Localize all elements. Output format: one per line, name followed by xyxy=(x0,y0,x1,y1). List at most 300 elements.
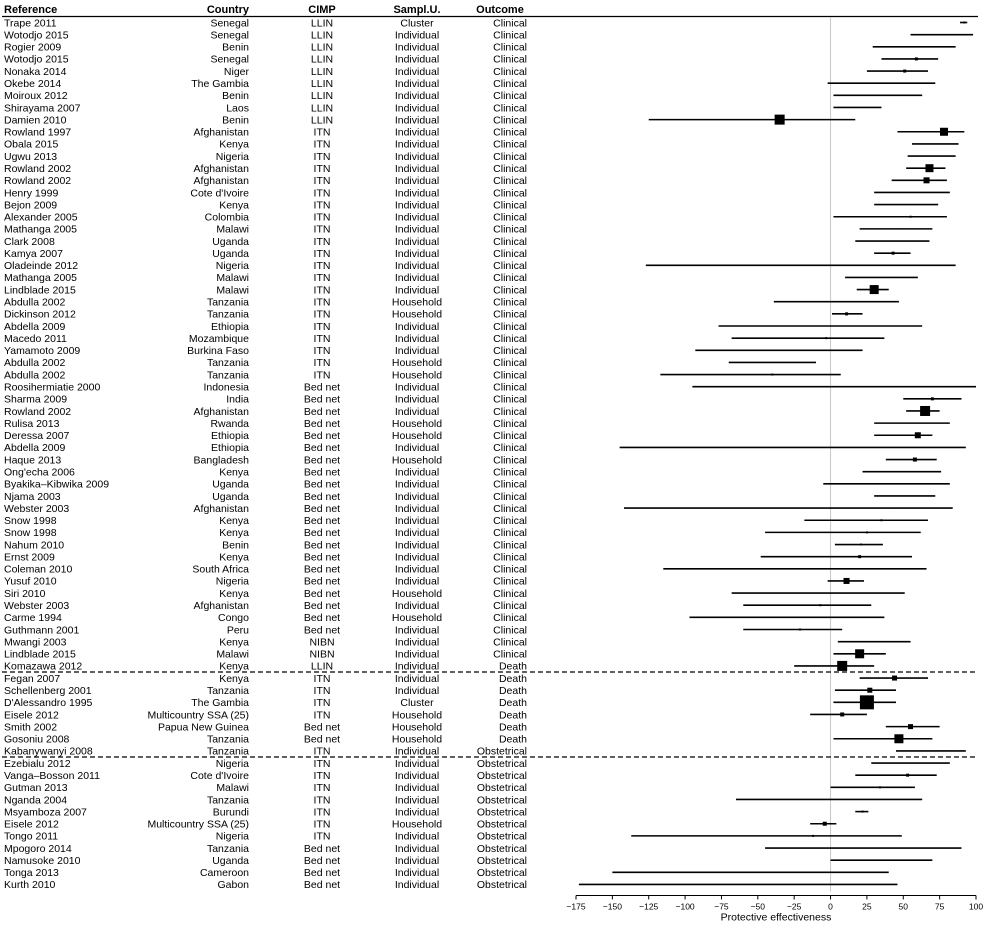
row-outcome: Death xyxy=(498,721,527,734)
row-outcome: Clinical xyxy=(493,515,527,528)
row-country: Nigeria xyxy=(215,260,249,273)
row-country: Tanzania xyxy=(206,794,249,807)
row-sampling-unit: Individual xyxy=(394,272,440,285)
effect-estimate xyxy=(920,406,930,416)
row-country: Kenya xyxy=(219,636,249,649)
row-reference: Rulisa 2013 xyxy=(4,417,60,430)
row-outcome: Clinical xyxy=(493,17,527,30)
row-sampling-unit: Household xyxy=(391,417,443,430)
row-reference: Eisele 2012 xyxy=(4,818,59,831)
effect-estimate xyxy=(913,204,914,205)
row-reference: Guthmann 2001 xyxy=(4,624,80,637)
row-sampling-unit: Household xyxy=(391,612,443,625)
row-country: Cote d'Ivoire xyxy=(190,769,249,782)
row-reference: Alexander 2005 xyxy=(4,211,78,224)
effect-estimate xyxy=(825,337,827,339)
effect-estimate xyxy=(860,544,862,546)
row-country: Cameroon xyxy=(199,867,249,880)
row-sampling-unit: Household xyxy=(391,721,443,734)
row-country: Congo xyxy=(218,612,249,625)
effect-estimate xyxy=(858,555,861,558)
x-tick-label: 25 xyxy=(862,901,872,912)
row-reference: Sharma 2009 xyxy=(4,393,68,406)
row-cimp: ITN xyxy=(313,685,331,697)
row-cimp: Bed net xyxy=(303,587,341,600)
row-reference: Henry 1999 xyxy=(4,187,59,200)
row-cimp: Bed net xyxy=(303,563,341,576)
row-country: Tanzania xyxy=(206,296,249,309)
row-cimp: Bed net xyxy=(303,405,341,418)
row-cimp: Bed net xyxy=(303,515,341,528)
row-country: Tanzania xyxy=(206,733,249,746)
effect-estimate xyxy=(862,811,864,813)
row-sampling-unit: Individual xyxy=(394,648,440,661)
row-country: Uganda xyxy=(212,247,249,260)
row-country: Afghanistan xyxy=(193,162,249,175)
row-country: Benin xyxy=(222,114,249,127)
row-sampling-unit: Individual xyxy=(394,782,440,795)
row-reference: Komazawa 2012 xyxy=(4,660,83,673)
row-sampling-unit: Individual xyxy=(394,199,440,212)
row-country: Peru xyxy=(226,624,249,637)
row-outcome: Clinical xyxy=(493,308,527,321)
row-outcome: Clinical xyxy=(493,272,527,285)
x-tick-label: 100 xyxy=(968,901,984,912)
row-sampling-unit: Individual xyxy=(394,405,440,418)
effect-estimate xyxy=(931,397,934,400)
row-sampling-unit: Individual xyxy=(394,284,440,297)
row-sampling-unit: Individual xyxy=(394,211,440,224)
row-outcome: Clinical xyxy=(493,600,527,613)
row-outcome: Obstetrical xyxy=(476,769,527,782)
effect-estimate xyxy=(775,115,785,125)
row-reference: Rowland 1997 xyxy=(4,126,72,139)
row-cimp: LLIN xyxy=(310,41,334,54)
row-country: Nigeria xyxy=(215,830,249,843)
row-country: Senegal xyxy=(210,53,249,66)
row-cimp: LLIN xyxy=(310,90,334,103)
row-reference: Tonga 2013 xyxy=(4,867,59,880)
row-reference: Rowland 2002 xyxy=(4,162,72,175)
row-country: Nigeria xyxy=(215,757,249,770)
row-country: Bangladesh xyxy=(193,454,249,467)
row-sampling-unit: Individual xyxy=(394,332,440,345)
row-country: Uganda xyxy=(212,854,249,867)
row-country: Tanzania xyxy=(206,357,249,370)
effect-estimate xyxy=(910,471,911,472)
row-sampling-unit: Individual xyxy=(394,126,440,139)
row-reference: Rogier 2009 xyxy=(4,41,62,54)
effect-estimate xyxy=(924,177,930,183)
row-sampling-unit: Household xyxy=(391,308,443,321)
row-cimp: Bed net xyxy=(303,721,341,734)
row-cimp: Bed net xyxy=(303,624,341,637)
row-country: Rwanda xyxy=(210,417,249,430)
row-country: Benin xyxy=(222,41,249,54)
row-country: Senegal xyxy=(210,29,249,42)
effect-estimate xyxy=(860,695,874,709)
row-outcome: Clinical xyxy=(493,187,527,200)
row-cimp: ITN xyxy=(313,138,331,151)
row-cimp: ITN xyxy=(313,284,331,297)
effect-estimate xyxy=(903,483,904,484)
row-cimp: Bed net xyxy=(303,551,341,564)
row-outcome: Clinical xyxy=(493,466,527,479)
row-outcome: Clinical xyxy=(493,357,527,370)
x-tick-label: −175 xyxy=(566,901,586,912)
row-sampling-unit: Individual xyxy=(394,260,440,273)
row-country: Multicountry SSA (25) xyxy=(147,818,249,831)
row-cimp: Bed net xyxy=(303,478,341,491)
row-cimp: Bed net xyxy=(303,454,341,467)
row-country: Cote d'Ivoire xyxy=(190,187,249,200)
row-reference: Abdella 2009 xyxy=(4,320,66,333)
row-country: Multicountry SSA (25) xyxy=(147,709,249,722)
row-sampling-unit: Individual xyxy=(394,551,440,564)
row-reference: Abdulla 2002 xyxy=(4,296,66,309)
row-country: Gabon xyxy=(217,879,249,892)
row-country: Ethiopia xyxy=(211,320,249,333)
row-country: Papua New Guinea xyxy=(157,721,249,734)
effect-estimate xyxy=(850,301,851,302)
effect-estimate xyxy=(901,241,902,242)
row-country: Tanzania xyxy=(206,308,249,321)
row-cimp: Bed net xyxy=(303,490,341,503)
row-sampling-unit: Individual xyxy=(394,90,440,103)
row-outcome: Clinical xyxy=(493,551,527,564)
effect-estimate xyxy=(922,423,923,424)
row-outcome: Death xyxy=(498,672,527,685)
row-country: Mozambique xyxy=(188,332,249,345)
row-outcome: Clinical xyxy=(493,29,527,42)
row-cimp: ITN xyxy=(313,260,331,273)
effect-estimate xyxy=(840,712,844,716)
row-sampling-unit: Individual xyxy=(394,636,440,649)
column-header-reference: Reference xyxy=(4,4,58,16)
row-reference: Nahum 2010 xyxy=(4,539,65,552)
row-cimp: ITN xyxy=(313,235,331,248)
row-cimp: ITN xyxy=(313,199,331,212)
row-reference: Siri 2010 xyxy=(4,587,46,600)
row-reference: Nganda 2004 xyxy=(4,794,68,807)
row-reference: Haque 2013 xyxy=(4,454,62,467)
effect-estimate xyxy=(844,578,850,584)
row-outcome: Clinical xyxy=(493,539,527,552)
row-reference: Gutman 2013 xyxy=(4,782,68,795)
row-sampling-unit: Individual xyxy=(394,78,440,90)
row-reference: Mwangi 2003 xyxy=(4,636,67,649)
row-country: Kenya xyxy=(219,672,249,685)
effect-estimate xyxy=(855,649,864,658)
row-sampling-unit: Individual xyxy=(394,794,440,807)
row-cimp: ITN xyxy=(313,769,331,782)
row-reference: Nonaka 2014 xyxy=(4,65,67,78)
row-cimp: ITN xyxy=(313,175,331,188)
row-sampling-unit: Individual xyxy=(394,867,440,880)
effect-estimate xyxy=(867,688,872,693)
effect-estimate xyxy=(963,22,965,24)
row-country: Kenya xyxy=(219,515,249,528)
row-outcome: Clinical xyxy=(493,575,527,588)
row-outcome: Clinical xyxy=(493,417,527,430)
row-outcome: Clinical xyxy=(493,247,527,260)
row-sampling-unit: Individual xyxy=(394,490,440,503)
row-country: Tanzania xyxy=(206,842,249,855)
effect-estimate xyxy=(892,676,897,681)
row-sampling-unit: Individual xyxy=(394,527,440,540)
row-sampling-unit: Individual xyxy=(394,745,440,758)
row-cimp: Bed net xyxy=(303,442,341,455)
row-sampling-unit: Individual xyxy=(394,187,440,200)
row-cimp: ITN xyxy=(313,709,331,722)
row-reference: Msyamboza 2007 xyxy=(4,806,87,819)
row-sampling-unit: Household xyxy=(391,430,443,443)
row-country: Uganda xyxy=(212,478,249,491)
row-outcome: Death xyxy=(498,697,527,710)
row-country: India xyxy=(226,393,249,406)
row-outcome: Clinical xyxy=(493,41,527,54)
effect-estimate xyxy=(843,593,844,594)
effect-estimate xyxy=(903,70,906,73)
effect-estimate xyxy=(881,641,882,642)
row-reference: Lindblade 2015 xyxy=(4,648,76,661)
row-sampling-unit: Individual xyxy=(394,600,440,613)
effect-estimate xyxy=(920,192,921,193)
row-cimp: ITN xyxy=(313,345,331,358)
row-country: Afghanistan xyxy=(193,175,249,188)
row-outcome: Clinical xyxy=(493,381,527,394)
row-sampling-unit: Individual xyxy=(394,466,440,479)
effect-estimate xyxy=(830,872,831,873)
row-sampling-unit: Individual xyxy=(394,223,440,236)
row-country: Tanzania xyxy=(206,369,249,382)
row-outcome: Clinical xyxy=(493,636,527,649)
row-country: Kenya xyxy=(219,551,249,564)
row-sampling-unit: Individual xyxy=(394,769,440,782)
effect-estimate xyxy=(906,774,909,777)
row-sampling-unit: Individual xyxy=(394,478,440,491)
row-reference: Byakika–Kibwika 2009 xyxy=(4,478,110,491)
row-cimp: ITN xyxy=(313,296,331,309)
row-outcome: Clinical xyxy=(493,126,527,139)
row-sampling-unit: Individual xyxy=(394,660,440,673)
row-cimp: ITN xyxy=(313,369,331,382)
row-reference: Webster 2003 xyxy=(4,502,70,515)
row-sampling-unit: Individual xyxy=(394,575,440,588)
x-tick-label: −150 xyxy=(602,901,622,912)
row-cimp: LLIN xyxy=(310,65,334,78)
row-cimp: LLIN xyxy=(310,114,334,127)
row-cimp: ITN xyxy=(313,162,331,175)
row-outcome: Obstetrical xyxy=(476,879,527,892)
row-outcome: Obstetrical xyxy=(476,830,527,843)
row-sampling-unit: Individual xyxy=(394,150,440,163)
row-sampling-unit: Household xyxy=(391,709,443,722)
row-outcome: Obstetrical xyxy=(476,782,527,795)
row-reference: Ernst 2009 xyxy=(4,551,55,564)
row-sampling-unit: Individual xyxy=(394,879,440,892)
row-sampling-unit: Household xyxy=(391,818,443,831)
effect-estimate xyxy=(944,34,945,35)
row-sampling-unit: Cluster xyxy=(400,17,434,30)
row-outcome: Clinical xyxy=(493,490,527,503)
row-country: Kenya xyxy=(219,466,249,479)
x-tick-label: −75 xyxy=(714,901,729,912)
row-cimp: LLIN xyxy=(310,17,334,30)
row-cimp: ITN xyxy=(313,320,331,333)
row-sampling-unit: Individual xyxy=(394,114,440,127)
row-outcome: Obstetrical xyxy=(476,794,527,807)
row-reference: Ong'echa 2006 xyxy=(4,466,75,479)
row-country: Burkina Faso xyxy=(187,345,249,358)
effect-estimate xyxy=(880,519,882,521)
row-country: Malawi xyxy=(216,223,249,236)
row-cimp: ITN xyxy=(313,272,331,285)
row-cimp: Bed net xyxy=(303,527,341,540)
row-cimp: ITN xyxy=(313,818,331,831)
row-reference: D'Alessandro 1995 xyxy=(4,697,93,710)
row-sampling-unit: Individual xyxy=(394,830,440,843)
row-cimp: Bed net xyxy=(303,612,341,625)
row-sampling-unit: Individual xyxy=(394,65,440,78)
row-outcome: Obstetrical xyxy=(476,757,527,770)
row-reference: Gosoniu 2008 xyxy=(4,733,70,746)
row-country: Malawi xyxy=(216,284,249,297)
row-outcome: Clinical xyxy=(493,260,527,273)
row-country: Afghanistan xyxy=(193,405,249,418)
row-cimp: ITN xyxy=(313,187,331,200)
row-country: Tanzania xyxy=(206,685,249,697)
row-country: South Africa xyxy=(192,563,249,576)
row-cimp: Bed net xyxy=(303,842,341,855)
row-sampling-unit: Individual xyxy=(394,41,440,54)
row-outcome: Clinical xyxy=(493,90,527,103)
row-outcome: Clinical xyxy=(493,211,527,224)
effect-estimate xyxy=(870,285,879,294)
row-country: Nigeria xyxy=(215,150,249,163)
row-cimp: ITN xyxy=(313,806,331,819)
row-reference: Tongo 2011 xyxy=(4,830,59,843)
row-country: Afghanistan xyxy=(193,502,249,515)
row-reference: Ezebialu 2012 xyxy=(4,757,71,770)
row-reference: Okebe 2014 xyxy=(4,78,62,90)
row-outcome: Clinical xyxy=(493,175,527,188)
effect-estimate xyxy=(799,629,801,631)
row-cimp: Bed net xyxy=(303,417,341,430)
row-country: Uganda xyxy=(212,235,249,248)
row-outcome: Clinical xyxy=(493,332,527,345)
effect-estimate xyxy=(852,568,853,569)
row-sampling-unit: Household xyxy=(391,369,443,382)
row-reference: Yamamoto 2009 xyxy=(4,345,81,358)
row-reference: Mathanga 2005 xyxy=(4,272,77,285)
row-reference: Shirayama 2007 xyxy=(4,102,81,115)
row-reference: Kabanywanyi 2008 xyxy=(4,745,93,758)
row-sampling-unit: Individual xyxy=(394,235,440,248)
effect-estimate xyxy=(772,362,773,363)
row-outcome: Clinical xyxy=(493,284,527,297)
row-sampling-unit: Individual xyxy=(394,162,440,175)
row-cimp: Bed net xyxy=(303,854,341,867)
row-reference: Snow 1998 xyxy=(4,527,57,540)
row-outcome: Clinical xyxy=(493,162,527,175)
row-sampling-unit: Individual xyxy=(394,757,440,770)
row-sampling-unit: Household xyxy=(391,357,443,370)
row-cimp: LLIN xyxy=(310,53,334,66)
row-sampling-unit: Individual xyxy=(394,175,440,188)
row-cimp: LLIN xyxy=(310,78,334,90)
row-country: Kenya xyxy=(219,527,249,540)
effect-estimate xyxy=(859,107,860,108)
row-cimp: ITN xyxy=(313,757,331,770)
row-country: Kenya xyxy=(219,138,249,151)
row-reference: Roosihermiatie 2000 xyxy=(4,381,101,394)
x-axis-title: Protective effectiveness xyxy=(720,911,832,924)
effect-estimate xyxy=(772,884,773,885)
row-reference: Vanga–Bosson 2011 xyxy=(4,769,100,782)
row-sampling-unit: Individual xyxy=(394,138,440,151)
row-reference: Wotodjo 2015 xyxy=(4,53,69,66)
row-sampling-unit: Individual xyxy=(394,320,440,333)
effect-estimate xyxy=(880,95,881,96)
row-cimp: Bed net xyxy=(303,867,341,880)
row-sampling-unit: Individual xyxy=(394,502,440,515)
column-header-outcome: Outcome xyxy=(476,4,524,16)
effect-estimate xyxy=(894,734,903,743)
row-sampling-unit: Household xyxy=(391,587,443,600)
row-reference: Damien 2010 xyxy=(4,114,67,127)
row-country: Afghanistan xyxy=(193,600,249,613)
row-sampling-unit: Individual xyxy=(394,624,440,637)
row-country: Ethiopia xyxy=(211,430,249,443)
row-reference: Trape 2011 xyxy=(4,17,57,30)
row-outcome: Clinical xyxy=(493,223,527,236)
row-cimp: ITN xyxy=(313,150,331,163)
row-sampling-unit: Household xyxy=(391,733,443,746)
row-sampling-unit: Individual xyxy=(394,247,440,260)
row-outcome: Clinical xyxy=(493,587,527,600)
row-country: Indonesia xyxy=(203,381,249,394)
row-reference: Deressa 2007 xyxy=(4,430,70,443)
row-country: Kenya xyxy=(219,199,249,212)
row-outcome: Clinical xyxy=(493,65,527,78)
effect-estimate xyxy=(771,374,773,376)
row-outcome: Clinical xyxy=(493,454,527,467)
row-outcome: Clinical xyxy=(493,405,527,418)
row-sampling-unit: Individual xyxy=(394,515,440,528)
row-outcome: Death xyxy=(498,733,527,746)
effect-estimate xyxy=(925,164,933,172)
row-reference: Mpogoro 2014 xyxy=(4,842,72,855)
row-sampling-unit: Individual xyxy=(394,29,440,42)
row-outcome: Clinical xyxy=(493,320,527,333)
effect-estimate xyxy=(823,822,827,826)
column-header-sampling-unit: Sampl.U. xyxy=(393,4,441,16)
row-sampling-unit: Individual xyxy=(394,381,440,394)
row-reference: Coleman 2010 xyxy=(4,563,73,576)
row-cimp: Bed net xyxy=(303,575,341,588)
row-sampling-unit: Individual xyxy=(394,563,440,576)
row-cimp: ITN xyxy=(313,830,331,843)
row-cimp: LLIN xyxy=(310,660,334,673)
row-sampling-unit: Individual xyxy=(394,806,440,819)
row-reference: Snow 1998 xyxy=(4,515,57,528)
row-outcome: Clinical xyxy=(493,430,527,443)
effect-estimate xyxy=(913,458,917,462)
column-header-country: Country xyxy=(206,4,249,16)
row-outcome: Clinical xyxy=(493,138,527,151)
row-country: Benin xyxy=(222,90,249,103)
